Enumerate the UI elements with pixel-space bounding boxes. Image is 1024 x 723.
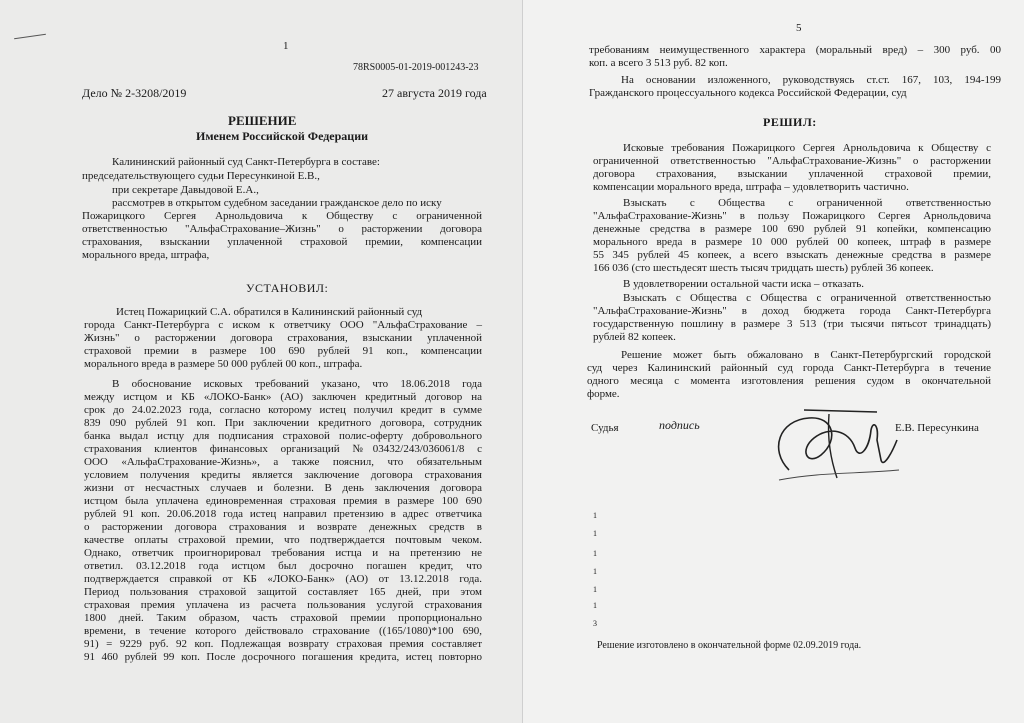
margin-mark: 3 — [593, 619, 597, 628]
ruling-line: 55 345 рублей 45 копеек, а всего взыскать денежные средства в размере — [593, 249, 991, 261]
page-number: 5 — [796, 22, 802, 34]
body-line: времени, в течение которого действовало страхование ((165/1080)*100 690, — [84, 625, 482, 637]
document-subtitle: Именем Российской Федерации — [196, 129, 369, 143]
body-line: 91) = 9229 руб. 92 коп. Подлежащая возврату страховая премия составляет — [84, 638, 482, 650]
final-form-note: Решение изготовлено в окончательной форме 02.09.2019 года. — [597, 640, 862, 651]
page-number: 1 — [283, 40, 289, 52]
body-line: срок до 24.02.2023 года, согласно которому истец получил кредит в сумме — [84, 404, 482, 416]
body-line: Истец Пожарицкий С.А. обратился в Калининский районный суд — [116, 306, 423, 318]
ruling-line: "АльфаСтрахование-Жизнь" в доход бюджета города Санкт-Петербурга — [593, 305, 991, 317]
body-line: о расторжении договора страхования и возврате денежных средств в — [84, 521, 482, 533]
body-line: условием получения кредиты является заключение договора страхования — [84, 469, 482, 481]
ruling-line: В удовлетворении остальной части иска – отказать. — [623, 278, 865, 290]
top-line: На основании изложенного, руководствуясь ст.ст. 167, 103, 194-199 — [621, 74, 1001, 86]
top-line: Гражданского процессуального кодекса Российской Федерации, суд — [589, 87, 907, 99]
body-line: страхования клиентов финансовых организаций №03432/243/036061/8 с — [84, 443, 482, 455]
margin-mark: 1 — [593, 601, 597, 610]
body-line: качестве оплаты страховой премии, что подтверждается почтовым чеком. — [84, 534, 482, 546]
margin-mark: 1 — [593, 511, 597, 520]
intro-line: председательствующего судьи Пересункиной Е.В., — [82, 170, 320, 182]
body-line: страховая премия уплачена из расчета пользования услугой страхования — [84, 599, 482, 611]
intro-line: страхования, взыскании уплаченной страховой премии, компенсации — [82, 236, 482, 248]
ruling-line: рублей 82 копеек. — [593, 331, 676, 343]
body-line: Жизнь" о расторжении договора страхования, взыскании уплаченной — [84, 332, 482, 344]
intro-line: Пожарицкого Сергея Арнольдовича к Обществу с ограниченной — [82, 210, 482, 222]
ruling-line: "АльфаСтрахование-Жизнь" в пользу Пожарицкого Сергея Арнольдовича — [593, 210, 991, 222]
right-document-page — [522, 0, 1024, 723]
decision-date: 27 августа 2019 года — [382, 86, 487, 100]
body-line: 1800 дней. Таким образом, часть страховой премии пропорционально — [84, 612, 482, 624]
top-line: требованиям неимущественного характера (моральный вред) – 300 руб. 00 — [589, 44, 1001, 56]
scan-mark — [14, 34, 46, 39]
section-heading-decided: РЕШИЛ: — [763, 115, 817, 129]
body-line: ООО «АльфаСтрахование-Жизнь», а также пояснил, что обязательным — [84, 456, 482, 468]
document-code: 78RS0005-01-2019-001243-23 — [353, 62, 479, 73]
body-line: морального вреда в размере 50 000 рублей 00 коп., штрафа. — [84, 358, 363, 370]
body-line: подтверждается справкой от КБ «ЛОКО-Банк» (АО) от 13.12.2018 года. — [84, 573, 482, 585]
ruling-line: форме. — [587, 388, 620, 400]
body-line: Однако, ответчик проигнорировал требования истца и на претензию не — [84, 547, 482, 559]
ruling-line: Исковые требования Пожарицкого Сергея Арнольдовича к Обществу с — [623, 142, 991, 154]
margin-mark: 1 — [593, 549, 597, 558]
judge-label: Судья — [591, 422, 619, 434]
ruling-line: компенсации морального вреда, штрафа – удовлетворить частично. — [593, 181, 909, 193]
ruling-line: Взыскать с Общества с ограниченной ответственностью — [623, 197, 991, 209]
ruling-line: морального вреда в размере 10 000 рублей 00 копеек, штраф в размере — [593, 236, 991, 248]
body-line: между истцом и КБ «ЛОКО-Банк» (АО) заключен кредитный договор на — [84, 391, 482, 403]
judge-signature-icon — [759, 400, 909, 490]
intro-line: морального вреда, штрафа, — [82, 249, 210, 261]
case-number: Дело № 2-3208/2019 — [82, 86, 187, 100]
ruling-line: государственную пошлину в размере 3 513 (три тысячи пятьсот тринадцать) — [593, 318, 991, 330]
body-line: страховой премии в размере 100 690 рублей 91 коп., компенсации — [84, 345, 482, 357]
body-line: 839 090 рублей 91 коп. При заключении кредитного договора, сотрудник — [84, 417, 482, 429]
ruling-line: суд через Калининский районный суд города Санкт-Петербурга в течение — [587, 362, 991, 374]
section-heading-established: УСТАНОВИЛ: — [246, 281, 329, 295]
ruling-line: одного месяца с момента изготовления решения судом в окончательной — [587, 375, 991, 387]
judge-name: Е.В. Пересункина — [895, 422, 979, 434]
body-line: Период пользования страховой защитой составляет 165 дней, при этом — [84, 586, 482, 598]
ruling-line: Решение может быть обжаловано в Санкт-Петербургский городской — [621, 349, 991, 361]
body-line: ответил. 03.12.2018 года истцом был досрочно погашен кредит, что — [84, 560, 482, 572]
intro-line: Калининский районный суд Санкт-Петербурга в составе: — [112, 156, 380, 168]
ruling-line: Взыскать с Общества с Общества с ограниченной ответственностью — [623, 292, 991, 304]
body-line: В обоснование исковых требований указано, что 18.06.2018 года — [112, 378, 482, 390]
document-title: РЕШЕНИЕ — [228, 113, 297, 128]
body-line: жизни от несчастных случаев и болезни. В день заключения договора — [84, 482, 482, 494]
handwritten-note: подпись — [659, 418, 700, 432]
body-line: 91 460 рублей 99 коп. После досрочного погашения кредита, истец повторно — [84, 651, 482, 663]
top-line: коп. а всего 3 513 руб. 82 коп. — [589, 57, 728, 69]
body-line: истцом была уплачена единовременная страховая премия в размере 100 690 — [84, 495, 482, 507]
margin-mark: 1 — [593, 529, 597, 538]
ruling-line: денежные средства в размере 100 690 рублей 91 копейки, компенсацию — [593, 223, 991, 235]
ruling-line: 166 036 (сто шестьдесят шесть тысяч тридцать шесть) рублей 36 копеек. — [593, 262, 934, 274]
body-line: города Санкт-Петербурга с иском к ответчику ООО "АльфаСтрахование – — [84, 319, 482, 331]
intro-line: рассмотрев в открытом судебном заседании гражданское дело по иску — [112, 197, 442, 209]
ruling-line: ограниченной ответственностью "АльфаСтрахование-Жизнь" о расторжении — [593, 155, 991, 167]
margin-mark: 1 — [593, 585, 597, 594]
intro-line: ответственностью "АльфаСтрахование–Жизнь" о расторжении договора — [82, 223, 482, 235]
body-line: банка выдал истцу для подписания страховой полис-оферту добровольного — [84, 430, 482, 442]
ruling-line: договора страхования, взыскании уплаченной страховой премии, — [593, 168, 991, 180]
body-line: рублей 91 коп. 20.06.2018 года истец направил претензию в адрес ответчика — [84, 508, 482, 520]
margin-mark: 1 — [593, 567, 597, 576]
intro-line: при секретаре Давыдовой Е.А., — [112, 184, 259, 196]
